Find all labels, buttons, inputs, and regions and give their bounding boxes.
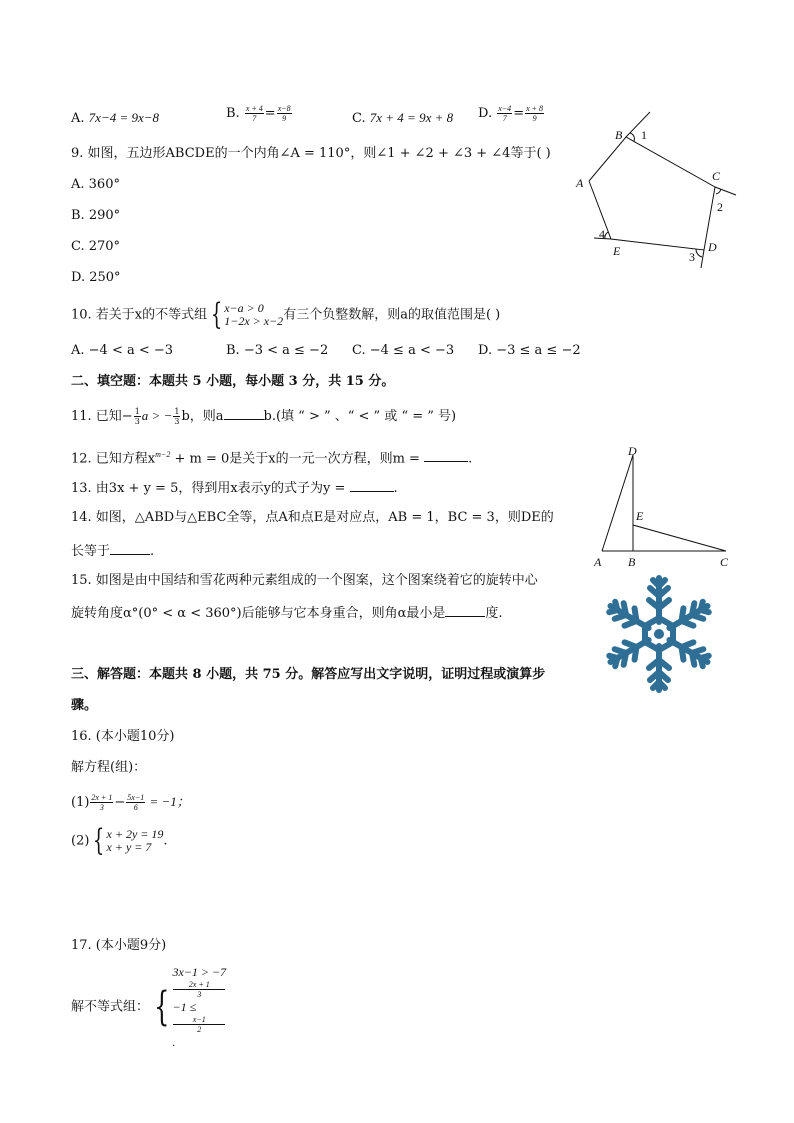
q13-stem: 13. 由3x + y = 5，得到用x表示y的式子为y = . — [71, 481, 398, 496]
q15-stem-line1: 15. 如图是由中国结和雪花两种元素组成的一个图案，这个图案绕着它的旋转中心 — [71, 573, 538, 588]
q8-option-c: C. 7x + 4 = 9x + 8 — [352, 110, 454, 126]
angle-2-label: 2 — [717, 200, 723, 214]
q12-stem: 12. 已知方程$x^{m-2} + m = 0$是关于x的一元一次方程，则m = . — [71, 450, 473, 467]
vertex-c-label: C — [712, 169, 721, 183]
section-3-heading-line1: 三、解答题：本题共 8 小题，共 75 分。解答应写出文字说明，证明过程或演算步 — [71, 667, 546, 682]
q17-system: 解不等式组： { 3x−1 > −7 2x + 1 3 −1 ≤ x−1 2 . — [71, 965, 227, 1049]
q17-title: 17. (本小题9分) — [71, 938, 167, 953]
q9-option-b: B. 290° — [71, 208, 121, 223]
point-b-label: B — [628, 555, 636, 569]
q11-stem: 11. 已知− $\frac{1}{3}$ a > − $\frac{1}{3}$ b，则a b.(填 “ > ” 、“ < ” 或 “ = ” 号) — [71, 407, 457, 426]
angle-3-label: 3 — [689, 250, 695, 264]
q10-option-a: A. −4 < a < −3 — [71, 343, 174, 358]
q16-part2: (2) { x + 2y = 19 x + y = 7 . — [71, 823, 168, 858]
q9-option-a: A. 360° — [71, 177, 120, 192]
vertex-d-label: D — [708, 240, 717, 254]
q9-stem: 9. 如图，五边形ABCDE的一个内角∠A = 110°，则∠1 + ∠2 + ∠3 + ∠4等于( ) — [71, 146, 551, 161]
vertex-b-label: B — [615, 128, 623, 142]
section-3-heading-line2: 骤。 — [71, 698, 98, 713]
vertex-e-label: E — [613, 244, 621, 258]
point-e-label: E — [636, 509, 644, 523]
section-2-heading: 二、填空题：本题共 5 小题，每小题 3 分，共 15 分。 — [71, 374, 395, 389]
q15-stem-line2: 旋转角度α°(0° < α < 360°)后能够与它本身重合，则角α最小是 度. — [71, 606, 503, 621]
q9-option-c: C. 270° — [71, 239, 121, 254]
q16-intro: 解方程(组)： — [71, 760, 147, 775]
triangle-figure — [588, 440, 738, 572]
q10-option-c: C. −4 ≤ a < −3 — [352, 343, 455, 358]
q10-option-d: D. −3 ≤ a ≤ −2 — [478, 343, 581, 358]
q16-title: 16. (本小题10分) — [71, 729, 175, 744]
point-a-label: A — [594, 555, 602, 569]
q9-option-d: D. 250° — [71, 270, 121, 285]
point-c-label: C — [720, 555, 729, 569]
q10-stem: 10. 若关于x的不等式组 { x−a > 0 1−2x > x−2 有三个负整数解，则a的取值范围是( ) — [71, 297, 501, 332]
q8-option-a: A. 7x−4 = 9x−8 — [71, 110, 160, 126]
point-d-label: D — [628, 444, 637, 458]
q14-stem-line2: 长等于 . — [71, 544, 155, 559]
q16-part1: (1) $\frac{2x + 1}{3}$ − $\frac{5x-1}{6}$ = −1； — [71, 793, 190, 812]
q8-option-d: D. $\frac{x-4}{7}$ = $\frac{x + 8}{9}$ — [478, 104, 544, 123]
angle-4-label: 4 — [599, 227, 605, 241]
angle-1-label: 1 — [641, 128, 647, 142]
q10-option-b: B. −3 < a ≤ −2 — [226, 343, 329, 358]
q8-option-b: B. $\frac{x + 4}{7}$ = $\frac{x-8}{9}$ — [226, 104, 291, 123]
pentagon-figure — [570, 108, 745, 273]
q14-stem-line1: 14. 如图，△ABD与△EBC全等，点A和点E是对应点，AB = 1，BC = 3，则DE的 — [71, 510, 554, 525]
vertex-a-label: A — [576, 176, 584, 190]
snowflake-figure — [599, 572, 719, 696]
